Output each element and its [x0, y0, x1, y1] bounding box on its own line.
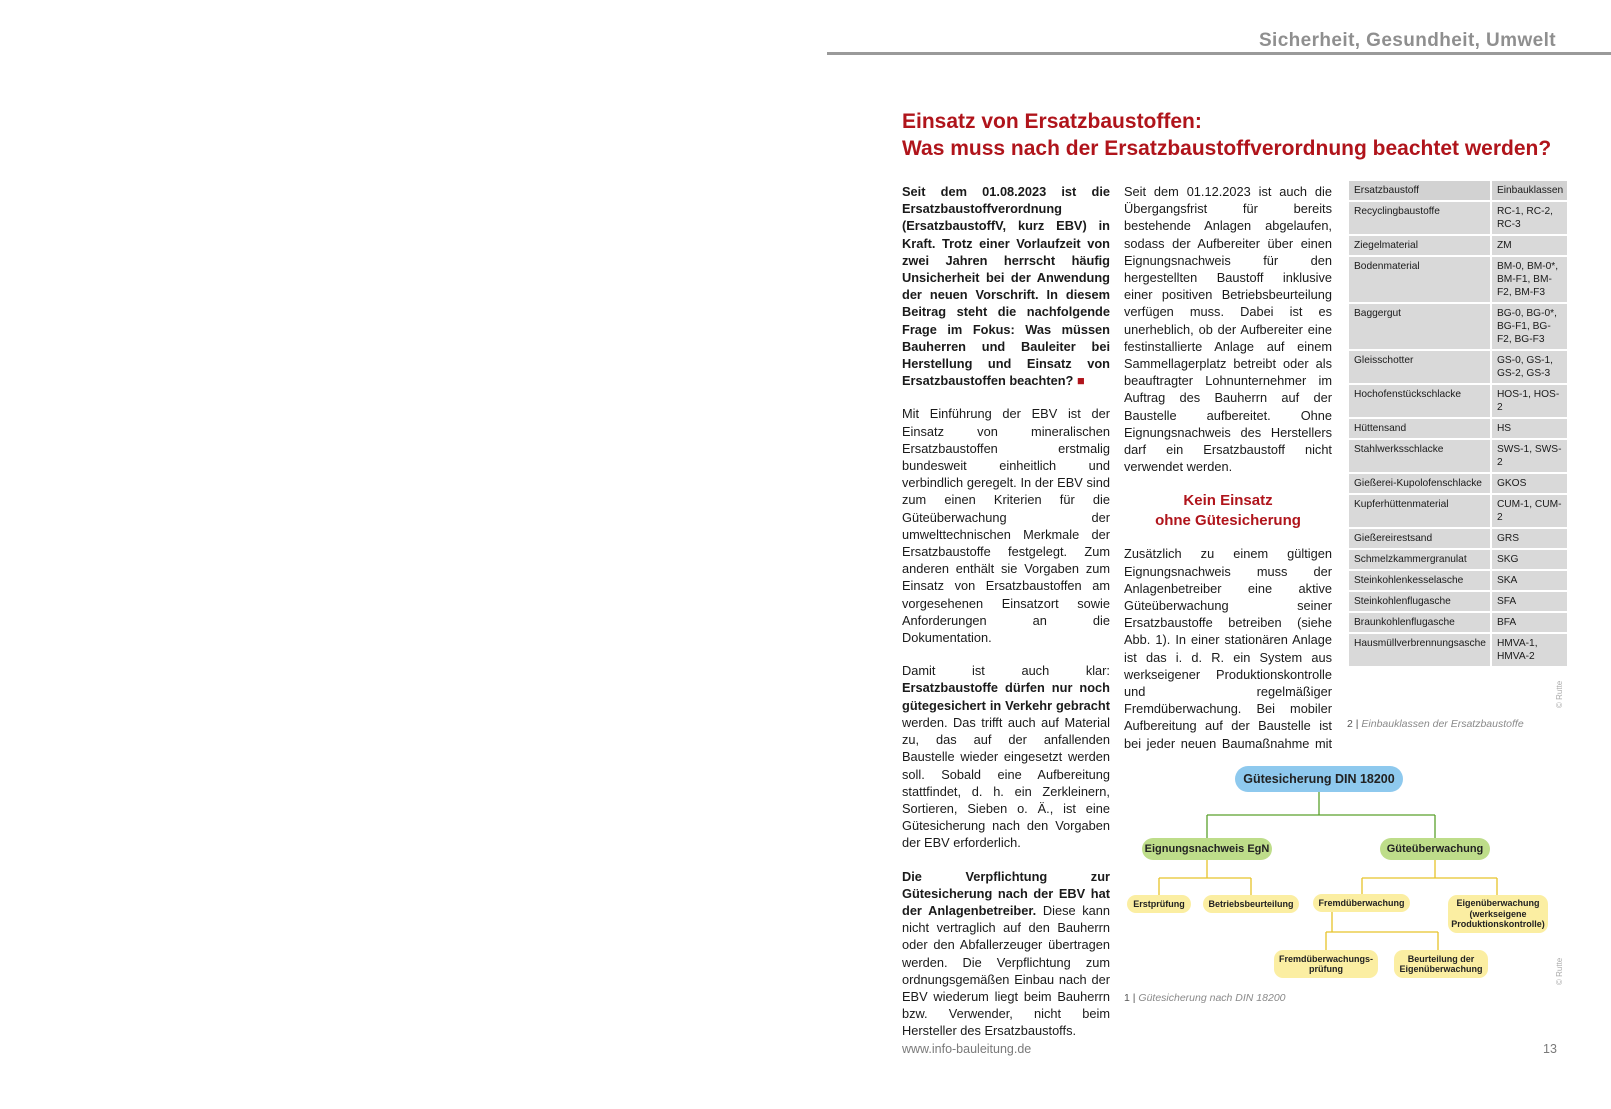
- material-cell: Gießerei-Kupolofenschlacke: [1349, 474, 1490, 493]
- fremdpruefung-line-2: prüfung: [1309, 964, 1343, 974]
- material-cell: Stahlwerksschlacke: [1349, 440, 1490, 472]
- einbauklasse-cell: ZM: [1492, 236, 1567, 255]
- einbauklasse-cell: SFA: [1492, 592, 1567, 611]
- footer-url: www.info-bauleitung.de: [902, 1042, 1032, 1056]
- diagram-node-guteuberwachung: Güteüberwachung: [1380, 838, 1490, 860]
- einbauklassen-table: [1347, 179, 1569, 668]
- end-mark: ■: [1076, 373, 1085, 389]
- beurteilung-line-1: Beurteilung der: [1407, 953, 1475, 964]
- paragraph-2-bold: Ersatzbaustoffe dürfen nur noch gütegesichert in Verkehr gebracht: [902, 680, 1110, 713]
- paragraph-3-text: Diese kann nicht vertraglich auf den Bauherrn oder den Abfallerzeuger übertragen werden. Die Verpflichtung zum ordnungsgemäßen Einbau nach der EBV wiederum liegt beim Bauherrn bzw. Verwender, nicht beim Hersteller des Ersatzbaustoffs.: [902, 902, 1110, 1039]
- paragraph-4: Seit dem 01.12.2023 ist auch die Übergangsfrist für bereits bestehende Anlagen abgelaufen, sodass der Aufbereiter über einen Eignungsnachweis für den hergestellten Baustoff inklusive einer positiven Betriebsbeurteilung verfügen muss. Dabei ist es unerheblich, ob der Aufbereiter eine festinstallierte Anlage auf einem Sammellagerplatz betreibt oder als beauftragter Lohnunternehmer im Auftrag des Bauherrn auf der Baustelle aufbereitet. Ohne Eignungsnachweis des Herstellers darf ein Ersatzbaustoff nicht verwendet werden.: [1124, 184, 1332, 475]
- table-row: [1349, 236, 1567, 255]
- diagram-caption-number: 1 |: [1124, 992, 1136, 1004]
- diagram-credit: © Rutte: [1555, 957, 1564, 985]
- subheading-line-2: ohne Gütesicherung: [1155, 512, 1301, 530]
- table-row: [1349, 202, 1567, 234]
- table-row: [1349, 495, 1567, 527]
- einbauklasse-cell: SKG: [1492, 550, 1567, 569]
- table-row: [1349, 613, 1567, 632]
- material-cell: Bodenmaterial: [1349, 257, 1490, 302]
- beurteilung-line-2: Eigenüberwachung: [1399, 964, 1483, 974]
- title-line-1: Einsatz von Ersatzbaustoffen:: [902, 110, 1202, 133]
- page-number: 13: [1543, 1042, 1557, 1056]
- einbauklasse-cell: HOS-1, HOS-2: [1492, 385, 1567, 417]
- paragraph-5: Zusätzlich zu einem gültigen Eignungsnachweis muss der Anlagenbetreiber eine aktive Güteüberwachung seiner Ersatzbaustoffe betreiben (siehe Abb. 1). In einer stationären Anlage ist das i. d. R. ein System aus werkseigener Produktionskontrolle und regelmäßiger Fremdüberwachung. Bei mobiler Aufbereitung auf der Baustelle ist bei jeder neuen Baumaßnahme mit: [1124, 546, 1332, 751]
- table-row: [1349, 385, 1567, 417]
- table-credit: © Rutte: [1555, 680, 1564, 708]
- lead-text: Seit dem 01.08.2023 ist die Ersatzbaustoffverordnung (ErsatzbaustoffV, kurz EBV) in Kraft. Trotz einer Vorlaufzeit von zwei Jahren herrscht häufig Unsicherheit bei der Anwendung der neuen Vorschrift. In diesem Beitrag steht die nachfolgende Frage im Fokus: Was müssen Bauherren und Bauleiter bei Herstellung und Einsatz von Ersatzbaustoffen beachten?: [902, 184, 1110, 389]
- paragraph-5-clip: [1124, 545, 1332, 751]
- paragraph-2-text-c: werden. Das trifft auch auf Material zu, das auf der anfallenden Baustelle wieder eingesetzt werden soll. Sobald eine Aufbereitung stattfindet, d. h. ein Zerkleinern, Sortieren, Sieben o. Ä., ist eine Gütesicherung nach den Vorgaben der EBV erforderlich.: [902, 714, 1110, 851]
- eigenueberwachung-line-1: Eigenüberwachung: [1456, 898, 1540, 909]
- paragraph-3: [902, 868, 1110, 1040]
- material-cell: Kupferhüttenmaterial: [1349, 495, 1490, 527]
- eigenueberwachung-line-2: (werkseigene: [1469, 908, 1527, 919]
- material-cell: Gießereirestsand: [1349, 529, 1490, 548]
- einbauklasse-cell: SKA: [1492, 571, 1567, 590]
- table-row: [1349, 257, 1567, 302]
- paragraph-2: [902, 662, 1110, 851]
- subheading: [1124, 491, 1332, 531]
- einbauklasse-cell: Einbauklassen: [1492, 181, 1567, 200]
- table-caption: [1347, 718, 1524, 730]
- einbauklasse-cell: GRS: [1492, 529, 1567, 548]
- diagram-root-node: Gütesicherung DIN 18200: [1235, 766, 1403, 792]
- subheading-line-1: Kein Einsatz: [1183, 492, 1273, 510]
- material-cell: Ersatzbaustoff: [1349, 181, 1490, 200]
- diagram-node-eignungsnachweis: Eignungsnachweis EgN: [1142, 838, 1272, 860]
- title-line-2: Was muss nach der Ersatzbaustoffverordnung beachtet werden?: [902, 137, 1552, 160]
- material-cell: Steinkohlenflugasche: [1349, 592, 1490, 611]
- diagram-node-betriebsbeurteilung: Betriebsbeurteilung: [1203, 895, 1299, 913]
- paragraph-2-text-a: Damit ist auch klar:: [902, 663, 1110, 679]
- paragraph-1: Mit Einführung der EBV ist der Einsatz von mineralischen Ersatzbaustoffen erstmalig bundesweit einheitlich und verbindlich geregelt. In der EBV sind zum einen Kriterien für die Güteüberwachung der umwelttechnischen Merkmale der Ersatzbaustoffe festgelegt. Zum anderen enthält sie Vorgaben zum Einsatz von Ersatzbaustoffen am vorgesehenen Einsatzort sowie Anforderungen an die Dokumentation.: [902, 406, 1110, 646]
- einbauklasse-cell: HMVA-1, HMVA-2: [1492, 634, 1567, 666]
- text-column-2: [1124, 183, 1332, 751]
- einbauklasse-cell: HS: [1492, 419, 1567, 438]
- table-row: [1349, 571, 1567, 590]
- table-row: [1349, 550, 1567, 569]
- diagram-node-erstpruefung: Erstprüfung: [1127, 895, 1191, 913]
- text-column-1: [902, 183, 1110, 1056]
- material-cell: Hüttensand: [1349, 419, 1490, 438]
- table-caption-number: 2 |: [1347, 718, 1359, 730]
- diagram-node-eigenueberwachung: [1448, 895, 1548, 933]
- diagram-node-fremdueberwachungspruefung: [1274, 950, 1378, 978]
- table-row: [1349, 419, 1567, 438]
- fremdpruefung-line-1: Fremdüberwachungs-: [1278, 953, 1373, 964]
- table-row: [1349, 304, 1567, 349]
- einbauklasse-cell: BM-0, BM-0*, BM-F1, BM-F2, BM-F3: [1492, 257, 1567, 302]
- diagram-node-fremdueberwachung: Fremdüberwachung: [1313, 894, 1410, 912]
- einbauklasse-cell: BFA: [1492, 613, 1567, 632]
- material-cell: Baggergut: [1349, 304, 1490, 349]
- einbauklasse-cell: SWS-1, SWS-2: [1492, 440, 1567, 472]
- material-cell: Steinkohlenkesselasche: [1349, 571, 1490, 590]
- material-cell: Gleisschotter: [1349, 351, 1490, 383]
- einbauklasse-cell: RC-1, RC-2, RC-3: [1492, 202, 1567, 234]
- einbauklasse-cell: GS-0, GS-1, GS-2, GS-3: [1492, 351, 1567, 383]
- table-row: [1349, 634, 1567, 666]
- material-cell: Recyclingbaustoffe: [1349, 202, 1490, 234]
- article-title: [902, 108, 1582, 162]
- table-row: [1349, 529, 1567, 548]
- material-cell: Ziegelmaterial: [1349, 236, 1490, 255]
- table-row: [1349, 474, 1567, 493]
- table-row: [1349, 592, 1567, 611]
- material-cell: Schmelzkammergranulat: [1349, 550, 1490, 569]
- einbauklasse-cell: CUM-1, CUM-2: [1492, 495, 1567, 527]
- table-caption-text: Einbauklassen der Ersatzbaustoffe: [1361, 718, 1524, 730]
- paragraph-3-bold: Die Verpflichtung zur Gütesicherung nach der EBV hat der Anlagenbetreiber.: [902, 868, 1110, 918]
- material-cell: Braunkohlenflugasche: [1349, 613, 1490, 632]
- eigenueberwachung-line-3: Produktionskontrolle): [1451, 919, 1545, 930]
- einbauklasse-cell: BG-0, BG-0*, BG-F1, BG-F2, BG-F3: [1492, 304, 1567, 349]
- material-cell: Hochofenstückschlacke: [1349, 385, 1490, 417]
- einbauklasse-cell: GKOS: [1492, 474, 1567, 493]
- lead-paragraph: [902, 183, 1110, 389]
- diagram-node-beurteilung: [1394, 950, 1488, 978]
- diagram-caption-text: Gütesicherung nach DIN 18200: [1138, 992, 1286, 1004]
- section-label: Sicherheit, Gesundheit, Umwelt: [1258, 30, 1556, 51]
- guetesicherung-diagram: [1124, 760, 1552, 985]
- table-row: [1349, 351, 1567, 383]
- section-rule: [827, 52, 1611, 55]
- table-header-row: [1349, 181, 1567, 200]
- table-row: [1349, 440, 1567, 472]
- material-cell: Hausmüllverbrennungsasche: [1349, 634, 1490, 666]
- diagram-caption: [1124, 992, 1286, 1004]
